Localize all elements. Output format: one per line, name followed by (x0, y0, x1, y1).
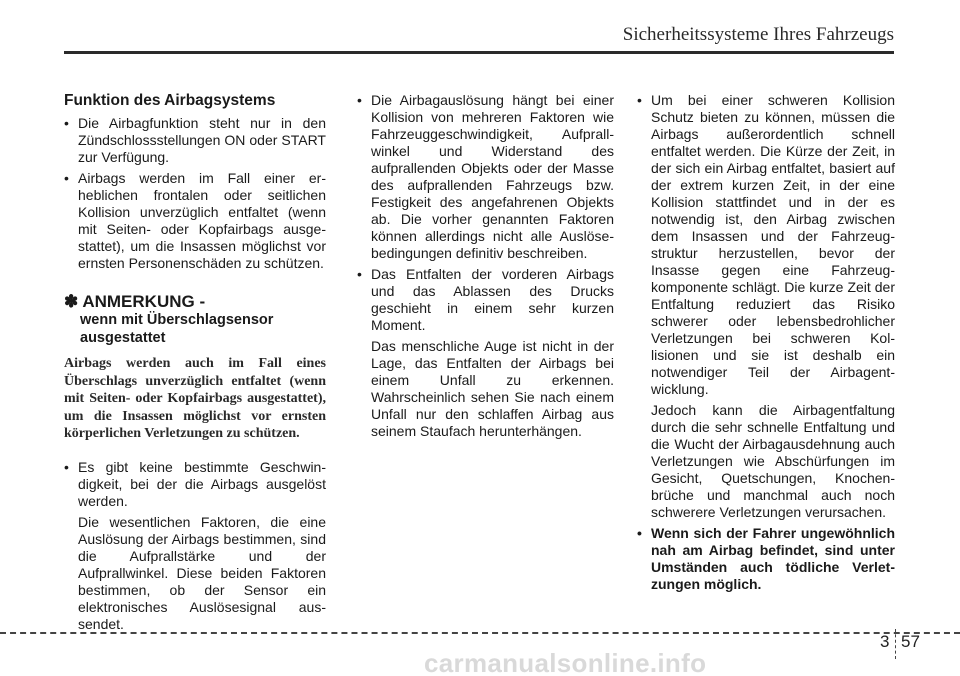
column-2 (357, 92, 614, 444)
note-subheading: ausgestattet (80, 330, 166, 346)
note-subheading: wenn mit Überschlagsensor (80, 312, 274, 328)
chapter-number: 3 (880, 632, 890, 651)
paragraph: Das menschliche Auge ist nicht in der Lage, das Entfalten der Airbags bei einem Unfall zu erkennen. Wahrscheinlich sehen Sie nach einem Unfall nur den schlaffen Airbag aus seinem Staufach herunterhängen. (371, 338, 614, 439)
section-header-title: Sicherheitssysteme Ihres Fahrzeugs (622, 24, 894, 45)
bullet-item: • Es gibt keine bestimmte Geschwin- digkeit, bei der die Airbags ausgelöst werden. (64, 459, 326, 510)
bullet-item: • Airbags werden im Fall einer er- heblichen frontalen oder seitlichen Kollision unverzüglich entfaltet (wenn mit Seiten- oder Kopfairbags ausge- stattet), um die Insassen möglichst vor ernsten Personenschäden zu schützen. (64, 170, 326, 272)
bullet-item: • Das Entfalten der vorderen Airbags und das Ablassen des Drucks geschieht in einem sehr kurzen Moment. (357, 266, 614, 334)
note-symbol-icon: ✽ (64, 292, 79, 311)
note-heading-label: ANMERKUNG - (82, 292, 206, 311)
section-title: Funktion des Airbagsystems (64, 92, 276, 109)
column-3 (637, 92, 895, 597)
bullet-item: • Die Airbagauslösung hängt bei einer Kollision von mehreren Faktoren wie Fahrzeuggeschwindigkeit, Aufprall- winkel und Widerstand des aufprallenden Objekts oder der Masse des aufprallenden Fahrzeugs bzw. Festigkeit des angefahrenen Objekts ab. Die vorher genannten Faktoren können allerdings nicht alle Auslöse- bedingungen definitiv beschreiben. (357, 92, 614, 262)
page-number: 57 (901, 632, 920, 651)
page-number-divider (895, 629, 896, 659)
note-heading (64, 292, 326, 311)
paragraph: Die wesentlichen Faktoren, die eine Auslösung der Airbags bestimmen, sind die Aufprallstärke und der Aufprallwinkel. Diese beiden Faktoren bestimmen, ob der Sensor ein elektronisches Auslösesignal aus- sendet. (78, 513, 326, 632)
footer-dashed-line (0, 632, 960, 634)
watermark: carmanualsonline.info (424, 648, 707, 676)
paragraph: Jedoch kann die Airbagentfaltung durch die sehr schnelle Entfaltung und die Wucht der Airbagausdehnung auch Verletzungen wie Abschürfungen im Gesicht, Quetschungen, Knochen- brüche und manchmal auch noch schwerere Verletzungen verursachen. (651, 402, 895, 520)
warning-bullet: • Wenn sich der Fahrer ungewöhnlich nah am Airbag befindet, sind unter Umständen auch tödliche Verlet- zungen möglich. (637, 525, 895, 593)
header-rule (64, 51, 894, 54)
note-body: Airbags werden auch im Fall eines Überschlags unverzüglich entfaltet (wenn mit Seiten- oder Kopfairbags ausgestattet), um die Insassen möglichst vor ernsten körperlichen Verletzungen zu schützen. (64, 356, 326, 441)
bullet-item: • Die Airbagfunktion steht nur in den Zündschlossstellungen ON oder START zur Verfügung. (64, 115, 326, 166)
column-1 (64, 92, 326, 637)
bullet-item: • Um bei einer schweren Kollision Schutz bieten zu können, müssen die Airbags außerordentlich schnell entfaltet werden. Die Kürze der Zeit, in der sich ein Airbag entfaltet, basiert auf der extrem kurzen Zeit, in der eine Kollision stattfindet und in der es notwendig ist, den Airbag zwischen dem Insassen und der Fahrzeug- struktur herzustellen, bevor der Insasse gegen eine Fahrzeug- komponente schlägt. Die kurze Zeit der Entfaltung reduziert das Risiko schwerer oder lebensbedrohlicher Verletzungen bei schweren Kol- lisionen und sie ist deshalb ein notwendiger Teil der Airbagent- wicklung. (637, 92, 895, 398)
note-box (64, 292, 326, 443)
